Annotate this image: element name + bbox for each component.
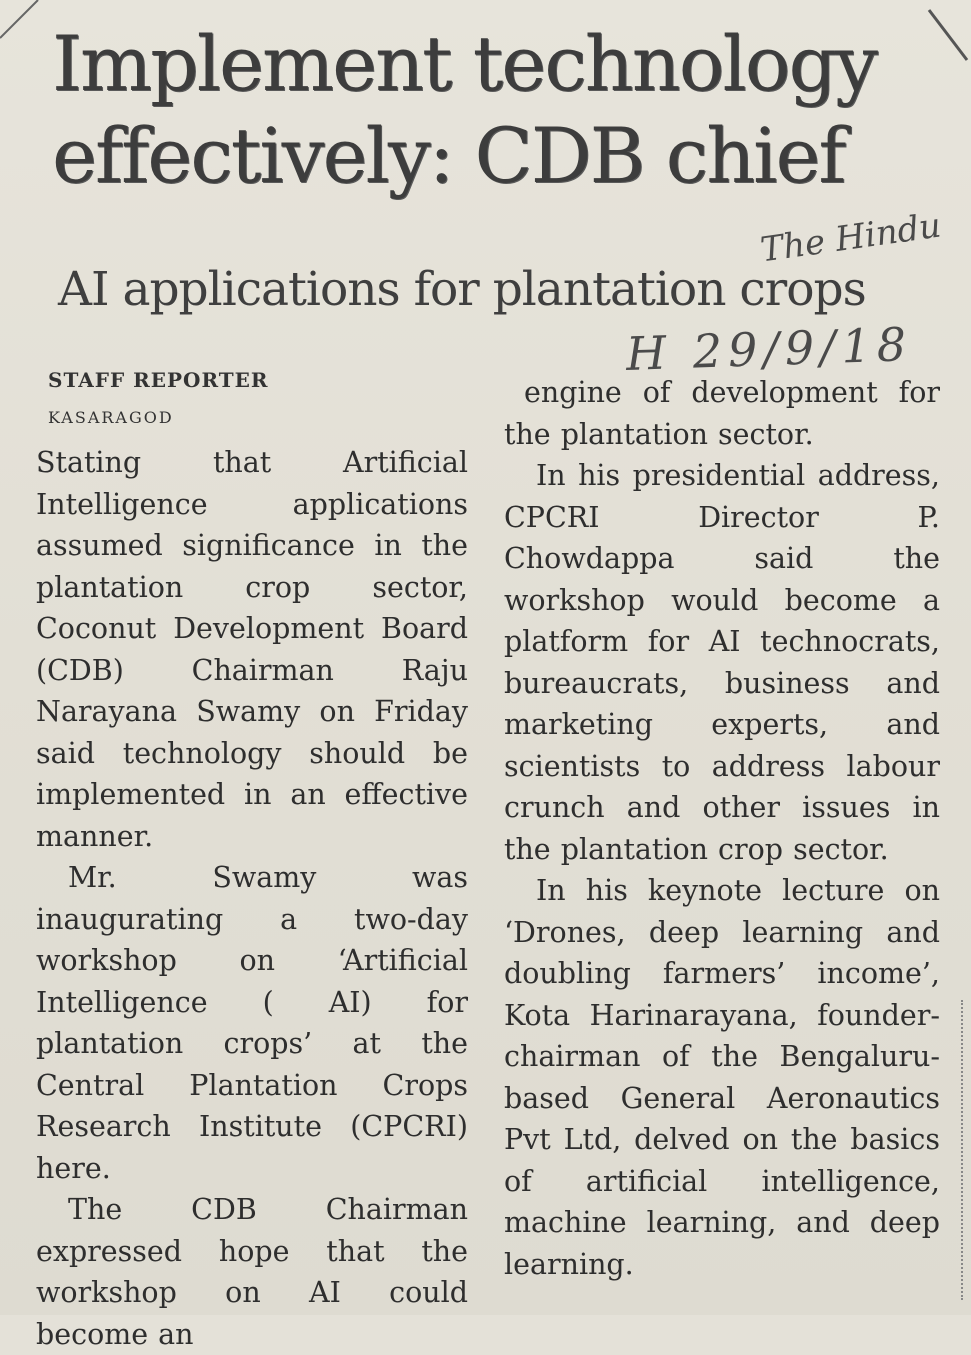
article-column-2 [504, 372, 940, 1285]
paragraph: In his keynote lecture on ‘Drones, deep learning and doubling farmers’ income’, Kota Harinarayana, founder-chairman of the Bengaluru-based General Aeronautics Pvt Ltd, delved on the basics of artificial intelligence, machine learning, and deep learning. [504, 874, 940, 1281]
paragraph: Stating that Artificial Intelligence applications assumed significance in the plantation crop sector, Coconut Development Board (CDB) Chairman Raju Narayana Swamy on Friday said technology should be implemented in an effective manner. [36, 446, 468, 853]
paragraph: The CDB Chairman expressed hope that the workshop on AI could become an [36, 1193, 468, 1351]
headline: Implement technology effectively: CDB chief [52, 19, 877, 200]
perforated-edge [959, 1000, 963, 1300]
torn-corner-left [0, 0, 40, 40]
dateline: KASARAGOD [48, 408, 174, 427]
paragraph: engine of development for the plantation sector. [504, 376, 940, 451]
paragraph: Mr. Swamy was inaugurating a two-day workshop on ‘Artificial Intelligence ( AI) for plantation crops’ at the Central Plantation Crops Research Institute (CPCRI) here. [36, 861, 468, 1185]
paragraph: In his presidential address, CPCRI Director P. Chowdappa said the workshop would become a platform for AI technocrats, bureaucrats, business and marketing experts, and scientists to address labour crunch and other issues in the plantation crop sector. [504, 459, 940, 866]
subheadline: AI applications for plantation crops [58, 262, 866, 317]
handwritten-paper-name: The Hindu [758, 205, 944, 271]
article-column-1 [36, 442, 468, 1355]
handwritten-date: H 29/9/18 [625, 317, 913, 381]
byline: STAFF REPORTER [48, 368, 269, 392]
